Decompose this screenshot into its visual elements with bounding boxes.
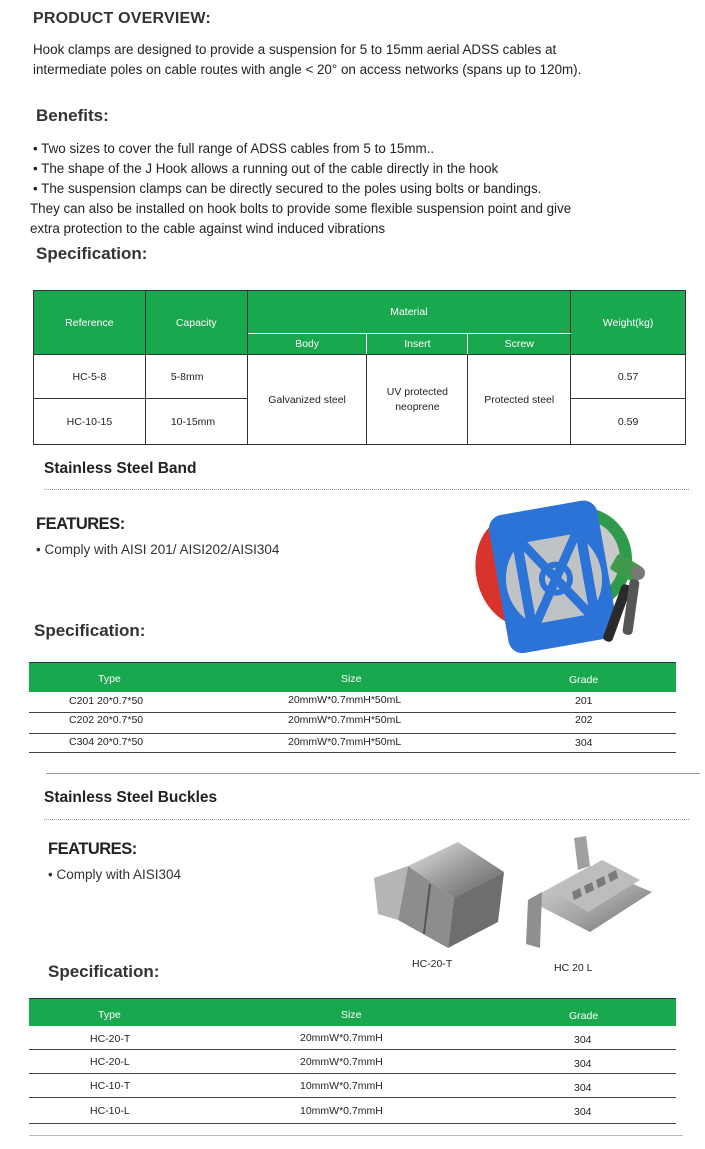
cell-capacity: 5-8mm xyxy=(145,355,247,399)
buckles-cell-grade: 304 xyxy=(574,1082,592,1094)
band-header-type: Type xyxy=(98,673,121,685)
buckles-cell-size: 10mmW*0.7mmH xyxy=(300,1105,383,1117)
benefit-item: extra protection to the cable against wind induced vibrations xyxy=(30,221,386,236)
header-reference: Reference xyxy=(34,291,146,355)
section-divider xyxy=(46,773,700,774)
overview-title: PRODUCT OVERVIEW: xyxy=(33,10,211,27)
cell-weight: 0.57 xyxy=(571,355,686,399)
band-tool-knob xyxy=(631,566,645,580)
header-material: Material xyxy=(247,291,570,334)
header-capacity: Capacity xyxy=(145,291,247,355)
buckles-cell-grade: 304 xyxy=(574,1106,592,1118)
overview-line-2: intermediate poles on cable routes with angle < 20° on access networks (spans up to 120m). xyxy=(33,62,582,77)
band-header-grade: Grade xyxy=(569,674,599,686)
band-header-size: Size xyxy=(341,673,362,685)
buckle-label-hc-20-t: HC-20-T xyxy=(412,958,453,970)
header-body: Body xyxy=(247,334,367,355)
band-feature: • Comply with AISI 201/ AISI202/AISI304 xyxy=(36,542,280,557)
buckle-hc-20-l-image xyxy=(520,836,660,954)
band-cell-size: 20mmW*0.7mmH*50mL xyxy=(288,736,402,748)
buckles-cell-size: 20mmW*0.7mmH xyxy=(300,1032,383,1044)
band-cell-grade: 304 xyxy=(575,737,593,749)
buckles-cell-size: 20mmW*0.7mmH xyxy=(300,1056,383,1068)
buckles-cell-grade: 304 xyxy=(574,1034,592,1046)
buckle-hc-20-t-image xyxy=(368,836,508,954)
band-heading: Stainless Steel Band xyxy=(44,460,197,477)
band-cell-size: 20mmW*0.7mmH*50mL xyxy=(288,694,402,706)
steel-band-image xyxy=(462,497,662,653)
buckles-header-type: Type xyxy=(98,1009,121,1021)
buckles-cell-type: HC-10-T xyxy=(90,1080,131,1092)
buckles-cell-size: 10mmW*0.7mmH xyxy=(300,1080,383,1092)
cell-insert xyxy=(367,355,468,445)
band-cell-type: C201 20*0.7*50 xyxy=(69,695,144,707)
band-cell-grade: 201 xyxy=(575,695,593,707)
band-cell-type: C202 20*0.7*50 xyxy=(69,714,144,726)
buckles-cell-grade: 304 xyxy=(574,1058,592,1070)
buckles-divider xyxy=(44,819,689,820)
benefit-item: • The suspension clamps can be directly secured to the poles using bolts or bandings. xyxy=(33,181,542,196)
header-screw: Screw xyxy=(468,334,571,355)
band-cell-grade: 202 xyxy=(575,714,593,726)
band-cell-type: C304 20*0.7*50 xyxy=(69,736,144,748)
buckles-header-size: Size xyxy=(341,1009,362,1021)
benefit-item: • Two sizes to cover the full range of ADSS cables from 5 to 15mm.. xyxy=(33,141,435,156)
overview-text xyxy=(33,40,693,80)
buckles-cell-type: HC-20-L xyxy=(90,1056,130,1068)
benefits-title: Benefits: xyxy=(36,106,109,125)
cell-reference: HC-10-15 xyxy=(34,399,146,445)
bottom-divider xyxy=(29,1135,683,1136)
buckle-label-hc-20-l: HC 20 L xyxy=(554,962,593,974)
buckles-features-title: FEATURES: xyxy=(48,840,137,858)
band-divider xyxy=(44,489,689,490)
insert-line-2: neoprene xyxy=(395,401,440,413)
header-insert: Insert xyxy=(367,334,468,355)
buckle-tab-left xyxy=(526,892,542,948)
buckles-feature: • Comply with AISI304 xyxy=(48,867,182,882)
cell-weight: 0.59 xyxy=(571,399,686,445)
buckles-heading: Stainless Steel Buckles xyxy=(44,789,218,806)
buckles-header-grade: Grade xyxy=(569,1010,599,1022)
buckle-tab-right xyxy=(574,836,590,870)
buckles-spec-title: Specification: xyxy=(48,962,160,981)
band-cell-size: 20mmW*0.7mmH*50mL xyxy=(288,714,402,726)
band-features-title: FEATURES: xyxy=(36,515,125,533)
buckles-spec-table xyxy=(29,998,676,1139)
spec-title-hook: Specification: xyxy=(36,244,148,263)
benefits-list xyxy=(30,139,698,239)
band-spec-title: Specification: xyxy=(34,621,146,640)
cell-body: Galvanized steel xyxy=(247,355,367,445)
cell-screw: Protected steel xyxy=(468,355,571,445)
cell-reference: HC-5-8 xyxy=(34,355,146,399)
cell-capacity: 10-15mm xyxy=(145,399,247,445)
overview-line-1: Hook clamps are designed to provide a suspension for 5 to 15mm aerial ADSS cables at xyxy=(33,42,557,57)
header-weight: Weight(kg) xyxy=(571,291,686,355)
benefit-item: • The shape of the J Hook allows a running out of the cable directly in the hook xyxy=(33,161,499,176)
benefit-item: They can also be installed on hook bolts to provide some flexible suspension point and give xyxy=(30,201,572,216)
band-spec-table xyxy=(29,662,676,753)
hook-clamp-spec-table xyxy=(33,290,686,445)
buckles-cell-type: HC-10-L xyxy=(90,1105,130,1117)
insert-line-1: UV protected xyxy=(386,386,449,398)
buckles-cell-type: HC-20-T xyxy=(90,1033,131,1045)
